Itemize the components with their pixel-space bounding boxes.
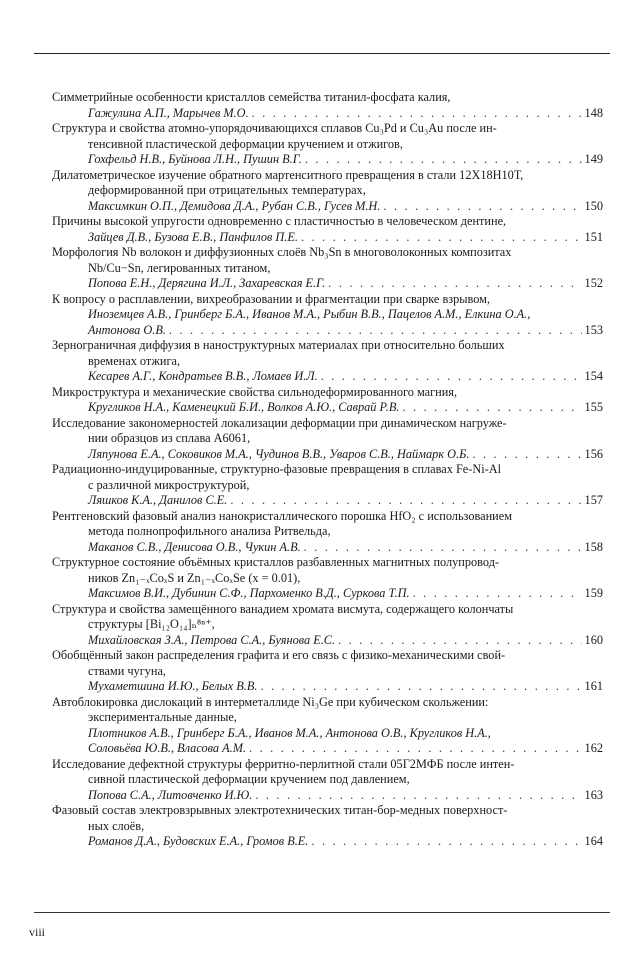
toc-entry	[52, 803, 603, 850]
entry-title	[52, 602, 603, 633]
entry-title-line: метода полнопрофильного анализа Ритвельда,	[88, 524, 331, 538]
toc-entry	[52, 168, 603, 215]
entry-authors: Зайцев Д.В., Бузова Е.В., Панфилов П.Е.	[88, 229, 298, 244]
entry-title	[52, 757, 603, 788]
entry-authors-row	[52, 586, 603, 602]
entry-authors-row	[52, 540, 603, 556]
entry-authors-row	[52, 834, 603, 850]
entry-page-number: 163	[584, 787, 603, 802]
entry-authors: Соловьёва Ю.В., Власова А.М.	[88, 741, 247, 755]
entry-title-line: нии образцов из сплава А6061,	[88, 431, 251, 445]
entry-title-line: структуры [Bi₁₂O₁₄]ₙ⁸ⁿ⁺,	[88, 617, 215, 631]
entry-page-number: 164	[584, 834, 603, 848]
entry-title-line: с различной микроструктурой,	[88, 477, 250, 492]
entry-title-line: Рентгеновский фазовый анализ нанокристаллического порошка HfO₂ с использованием	[52, 508, 512, 523]
entry-authors: Максимов В.И., Дубинин С.Ф., Пархоменко В.Д., Суркова Т.П.	[88, 586, 410, 600]
table-of-contents	[52, 90, 603, 850]
entry-title	[52, 338, 603, 369]
entry-authors-row	[52, 199, 603, 215]
entry-authors-row	[52, 493, 603, 509]
dot-leader	[413, 586, 582, 602]
entry-authors: Гохфельд Н.В., Буйнова Л.Н., Пушин В.Г.	[88, 152, 302, 166]
entry-authors-row	[52, 369, 603, 385]
entry-authors: Гажулина А.П., Марычев М.О.	[88, 105, 249, 120]
entry-authors-row	[52, 679, 603, 695]
entry-title	[52, 462, 603, 493]
entry-title-line: Обобщённый закон распределения графита и его связь с физико-механическими свой-	[52, 648, 506, 662]
toc-entry	[52, 602, 603, 649]
entry-title-line: Структура и свойства замещённого ванадием хромата висмута, содержащего колончаты	[52, 601, 514, 616]
dot-leader	[301, 230, 582, 246]
entry-title	[52, 121, 603, 152]
entry-title-line: Зернограничная диффузия в наноструктурных материалах при относительно больших	[52, 338, 505, 352]
toc-entry	[52, 338, 603, 385]
entry-title-line: Nb/Cu−Sn, легированных титаном,	[88, 260, 271, 275]
dot-leader	[169, 323, 582, 339]
dot-leader	[304, 540, 582, 556]
entry-authors: Мухаметшина И.Ю., Белых В.В.	[88, 679, 258, 693]
entry-authors-row	[52, 741, 603, 757]
header-rule	[34, 53, 610, 54]
entry-title-line: сивной пластической деформации кручением под давлением,	[88, 772, 410, 786]
entry-authors: Плотников А.В., Гринберг Б.А., Иванов М.А., Антонова О.В., Кругликов Н.А.,	[88, 725, 491, 740]
toc-entry	[52, 90, 603, 121]
entry-title	[52, 803, 603, 834]
entry-page-number: 151	[584, 229, 603, 244]
entry-authors: Маканов С.В., Денисова О.В., Чукин А.В.	[88, 539, 301, 554]
entry-authors: Михайловская З.А., Петрова С.А., Буянова Е.С.	[88, 632, 336, 647]
toc-entry	[52, 292, 603, 339]
entry-authors-row	[52, 400, 603, 416]
entry-authors: Попова С.А., Литовченко И.Ю.	[88, 787, 253, 802]
entry-authors: Кругликов Н.А., Каменецкий Б.И., Волков А.Ю., Саврай Р.В.	[88, 400, 400, 414]
entry-title-line: ников Zn₁₋ₓCoₓS и Zn₁₋ₓCoₓSe (x = 0.01),	[88, 570, 301, 585]
entry-authors: Ляпунова Е.А., Соковиков М.А., Чудинов В.В., Уваров С.В., Наймарк О.Б.	[88, 446, 470, 461]
entry-title-line: временах отжига,	[88, 353, 181, 368]
entry-page-number: 148	[584, 105, 603, 120]
entry-title	[52, 648, 603, 679]
entry-title	[52, 90, 603, 106]
entry-page-number: 156	[584, 446, 603, 461]
dot-leader	[305, 152, 582, 168]
entry-title-line: Радиационно-индуцированные, структурно-фазовые превращения в сплавах Fe-Ni-Al	[52, 462, 502, 476]
entry-title-line: Морфология Nb волокон и диффузионных слоёв Nb₃Sn в многоволоконных композитах	[52, 245, 512, 259]
entry-title-line: Структура и свойства атомно-упорядочивающихся сплавов Cu₃Pd и Cu₃Au после ин-	[52, 121, 497, 135]
entry-authors-row	[52, 106, 603, 122]
entry-title-line: Дилатометрическое изучение обратного мартенситного превращения в стали 12Х18Н10Т,	[52, 167, 524, 182]
toc-entry	[52, 121, 603, 168]
entry-title	[52, 245, 603, 276]
entry-page-number: 154	[584, 369, 603, 383]
entry-title-line: тенсивной пластической деформации кручением и отжигов,	[88, 136, 403, 151]
dot-leader	[383, 199, 581, 215]
page-number: viii	[29, 925, 46, 939]
entry-title-line: ных слоёв,	[88, 818, 145, 833]
dot-leader	[402, 400, 581, 416]
entry-title	[52, 555, 603, 586]
dot-leader	[311, 834, 581, 850]
toc-entry	[52, 648, 603, 695]
toc-entry	[52, 555, 603, 602]
entry-title-line: деформированной при отрицательных температурах,	[88, 183, 366, 197]
entry-authors: Антонова О.В.	[88, 322, 166, 337]
entry-authors: Максимкин О.П., Демидова Д.А., Рубан С.В., Гусев М.Н.	[88, 198, 381, 213]
entry-authors-row	[52, 230, 603, 246]
entry-authors: Кесарев А.Г., Кондратьев В.В., Ломаев И.Л.	[88, 369, 318, 383]
entry-title	[52, 416, 603, 447]
entry-title	[52, 168, 603, 199]
entry-page-number: 149	[584, 152, 603, 166]
entry-authors: Ляшков К.А., Данилов С.Е.	[88, 493, 228, 507]
dot-leader	[230, 493, 581, 509]
dot-leader	[252, 106, 582, 122]
entry-page-number: 159	[584, 586, 603, 600]
entry-title-line: К вопросу о расплавлении, вихреобразовании и фрагментации при сварке взрывом,	[52, 291, 491, 306]
toc-entry	[52, 416, 603, 463]
entry-title	[52, 214, 603, 230]
footer-rule	[34, 912, 610, 913]
entry-title-line: Симметрийные особенности кристаллов семейства титанил-фосфата калия,	[52, 90, 451, 104]
entry-title-line: Структурное состояние объёмных кристаллов разбавленных магнитных полупровод-	[52, 555, 500, 569]
entry-authors-row	[52, 447, 603, 463]
dot-leader	[472, 447, 581, 463]
dot-leader	[249, 741, 582, 757]
entry-title	[52, 695, 603, 726]
entry-title-line: Автоблокировка дислокаций в интерметаллиде Ni₃Ge при кубическом скольжении:	[52, 694, 489, 709]
entry-title-line: ствами чугуна,	[88, 663, 167, 678]
entry-title	[52, 385, 603, 401]
entry-title	[52, 509, 603, 540]
dot-leader	[255, 788, 581, 804]
toc-entry	[52, 385, 603, 416]
entry-authors: Попова Е.Н., Дерягина И.Л., Захаревская Е.Г.	[88, 276, 326, 290]
entry-page-number: 155	[584, 400, 603, 414]
entry-authors: Романов Д.А., Будовских Е.А., Громов В.Е.	[88, 834, 309, 848]
entry-authors-row	[52, 788, 603, 804]
entry-title-line: Исследование дефектной структуры ферритно-перлитной стали 05Г2МФБ после интен-	[52, 756, 515, 771]
toc-entry	[52, 695, 603, 757]
entry-authors-row	[52, 633, 603, 649]
entry-page-number: 152	[584, 276, 603, 290]
dot-leader	[260, 679, 581, 695]
toc-entry	[52, 462, 603, 509]
entry-page-number: 161	[584, 679, 603, 693]
toc-entry	[52, 509, 603, 556]
dot-leader	[328, 276, 581, 292]
entry-page-number: 153	[584, 322, 603, 337]
toc-entry	[52, 214, 603, 245]
entry-page-number: 162	[584, 741, 603, 755]
entry-title-line: экспериментальные данные,	[88, 710, 237, 724]
entry-title-line: Микроструктура и механические свойства сильнодеформированного магния,	[52, 384, 458, 399]
entry-title-line: Исследование закономерностей локализации деформации при динамическом нагруже-	[52, 415, 507, 430]
entry-page-number: 158	[584, 539, 603, 554]
dot-leader	[338, 633, 581, 649]
entry-authors-row	[52, 152, 603, 168]
entry-page-number: 157	[584, 493, 603, 507]
entry-authors-row	[52, 323, 603, 339]
toc-entry	[52, 757, 603, 804]
entry-page-number: 150	[584, 198, 603, 213]
entry-authors-row	[52, 276, 603, 292]
dot-leader	[321, 369, 582, 385]
entry-title-line: Фазовый состав электровзрывных электротехнических титан-бор-медных поверхност-	[52, 803, 508, 817]
entry-authors: Иноземцев А.В., Гринберг Б.А., Иванов М.А., Рыбин В.В., Пацелов А.М., Елкина О.А.,	[88, 307, 531, 321]
entry-title-line: Причины высокой упругости одновременно с пластичностью в человеческом дентине,	[52, 214, 507, 228]
toc-entry	[52, 245, 603, 292]
entry-page-number: 160	[584, 632, 603, 647]
entry-title	[52, 292, 603, 308]
